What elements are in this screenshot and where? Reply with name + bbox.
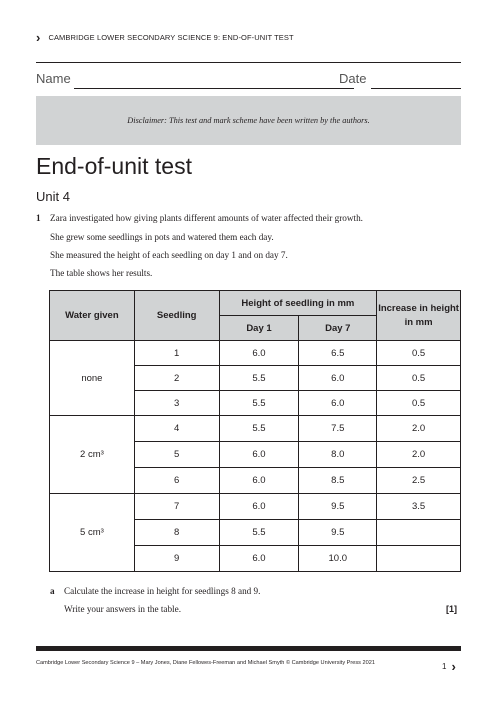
day7-cell: 9.5 (299, 494, 377, 520)
increase-cell: 2.0 (377, 416, 461, 442)
question-line-4: The table shows her results. (50, 268, 153, 278)
name-date-row (36, 71, 461, 86)
question-number: 1 (36, 213, 41, 223)
day1-cell: 6.0 (219, 494, 299, 520)
header-water-given: Water given (50, 291, 135, 341)
increase-cell: 0.5 (377, 366, 461, 391)
day7-cell: 7.5 (299, 416, 377, 442)
header-rule (36, 62, 461, 63)
seedling-cell: 8 (134, 520, 219, 546)
day1-cell: 5.5 (219, 391, 299, 416)
disclaimer-box (36, 96, 461, 145)
day7-cell: 9.5 (299, 520, 377, 546)
marks-label: [1] (446, 604, 457, 614)
date-label: Date (339, 71, 367, 86)
table-row (50, 341, 461, 366)
seedling-cell: 4 (134, 416, 219, 442)
page-number (442, 660, 456, 673)
increase-cell: 2.0 (377, 442, 461, 468)
footer-copyright: Cambridge Lower Secondary Science 9 – Mary Jones, Diane Fellowes-Freeman and Michael Smyth © Cambridge University Press 2021 (36, 660, 375, 666)
day7-cell: 6.0 (299, 391, 377, 416)
date-field-line[interactable] (371, 88, 461, 89)
footer-bar (36, 646, 461, 651)
disclaimer-text: Disclaimer: This test and mark scheme have been written by the authors. (127, 116, 370, 125)
part-letter: a (50, 586, 55, 596)
part-a-line-2: Write your answers in the table. (64, 604, 181, 614)
seedling-cell: 7 (134, 494, 219, 520)
running-header (36, 31, 294, 44)
unit-label: Unit 4 (36, 189, 70, 204)
day7-cell: 6.5 (299, 341, 377, 366)
results-table (49, 290, 461, 572)
name-field-line[interactable] (74, 88, 354, 89)
seedling-cell: 9 (134, 546, 219, 572)
question-line-1: Zara investigated how giving plants different amounts of water affected their growth. (50, 213, 363, 223)
answer-cell-seedling-9[interactable] (377, 546, 461, 572)
day7-cell: 8.0 (299, 442, 377, 468)
header-day7: Day 7 (299, 316, 377, 341)
day7-cell: 10.0 (299, 546, 377, 572)
name-label: Name (36, 71, 71, 86)
page-title: End-of-unit test (36, 153, 192, 179)
header-day1: Day 1 (219, 316, 299, 341)
question-line-3: She measured the height of each seedling on day 1 and on day 7. (50, 250, 288, 260)
day1-cell: 5.5 (219, 366, 299, 391)
water-given-cell: 2 cm³ (50, 416, 135, 494)
table-row (50, 494, 461, 520)
page-number-text: 1 (442, 662, 447, 671)
day1-cell: 6.0 (219, 468, 299, 494)
chevron-right-icon: › (36, 30, 41, 45)
table-row (50, 416, 461, 442)
day7-cell: 8.5 (299, 468, 377, 494)
answer-cell-seedling-8[interactable] (377, 520, 461, 546)
part-a-line-1: Calculate the increase in height for seedlings 8 and 9. (64, 586, 261, 596)
header-height: Height of seedling in mm (219, 291, 377, 316)
day1-cell: 6.0 (219, 546, 299, 572)
running-title: CAMBRIDGE LOWER SECONDARY SCIENCE 9: END-OF-UNIT TEST (48, 33, 294, 42)
chevron-right-icon[interactable]: › (451, 659, 456, 674)
increase-cell: 0.5 (377, 391, 461, 416)
increase-cell: 2.5 (377, 468, 461, 494)
increase-cell: 0.5 (377, 341, 461, 366)
day1-cell: 6.0 (219, 442, 299, 468)
day1-cell: 6.0 (219, 341, 299, 366)
day1-cell: 5.5 (219, 416, 299, 442)
seedling-cell: 2 (134, 366, 219, 391)
seedling-cell: 5 (134, 442, 219, 468)
seedling-cell: 1 (134, 341, 219, 366)
seedling-cell: 6 (134, 468, 219, 494)
header-seedling: Seedling (134, 291, 219, 341)
increase-cell: 3.5 (377, 494, 461, 520)
seedling-cell: 3 (134, 391, 219, 416)
water-given-cell: 5 cm³ (50, 494, 135, 572)
water-given-cell: none (50, 341, 135, 416)
day7-cell: 6.0 (299, 366, 377, 391)
question-line-2: She grew some seedlings in pots and watered them each day. (50, 232, 274, 242)
day1-cell: 5.5 (219, 520, 299, 546)
header-increase: Increase in height in mm (377, 291, 461, 341)
